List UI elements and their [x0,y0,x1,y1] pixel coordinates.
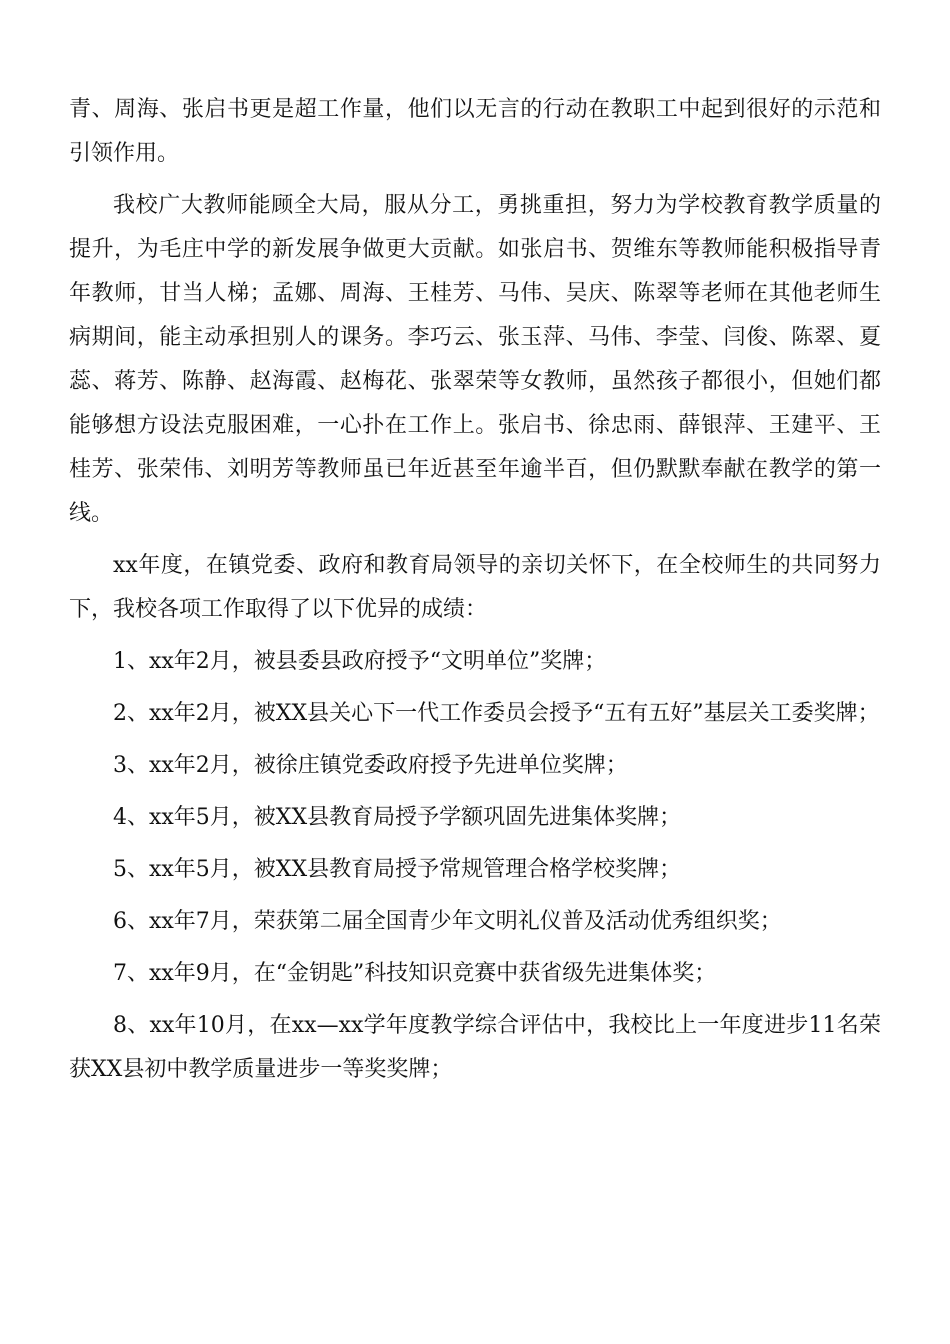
document-body [69,88,881,1100]
paragraph-3: xx年度，在镇党委、政府和教育局领导的亲切关怀下，在全校师生的共同努力下，我校各项工作取得了以下优异的成绩： [69,553,881,622]
list-item-8: 8、xx年10月，在xx—xx学年度教学综合评估中，我校比上一年度进步11名荣获XX县初中教学质量进步一等奖奖牌； [69,1013,881,1082]
list-item-1: 1、xx年2月，被县委县政府授予“文明单位”奖牌； [113,649,607,674]
list-item-7: 7、xx年9月，在“金钥匙”科技知识竞赛中获省级先进集体奖； [113,961,717,986]
paragraph-2: 我校广大教师能顾全大局，服从分工，勇挑重担，努力为学校教育教学质量的提升，为毛庄中学的新发展争做更大贡献。如张启书、贺维东等教师能积极指导青年教师，甘当人梯；孟娜、周海、王桂芳、马伟、吴庆、陈翠等老师在其他老师生病期间，能主动承担别人的课务。李巧云、张玉萍、马伟、李莹、闫俊、陈翠、夏蕊、蒋芳、陈静、赵海霞、赵梅花、张翠荣等女教师，虽然孩子都很小，但她们都能够想方设法克服困难，一心扑在工作上。张启书、徐忠雨、薛银萍、王建平、王桂芳、张荣伟、刘明芳等教师虽已年近甚至年逾半百，但仍默默奉献在教学的第一线。 [69,193,881,526]
list-item-6: 6、xx年7月，荣获第二届全国青少年文明礼仪普及活动优秀组织奖； [113,909,782,934]
list-item-4: 4、xx年5月，被XX县教育局授予学额巩固先进集体奖牌； [113,805,682,830]
list-item-5: 5、xx年5月，被XX县教育局授予常规管理合格学校奖牌； [113,857,682,882]
paragraph-1: 青、周海、张启书更是超工作量，他们以无言的行动在教职工中起到很好的示范和引领作用。 [69,97,881,166]
list-item-3: 3、xx年2月，被徐庄镇党委政府授予先进单位奖牌； [113,753,628,778]
list-item-2: 2、xx年2月，被XX县关心下一代工作委员会授予“五有五好”基层关工委奖牌； [113,701,880,726]
